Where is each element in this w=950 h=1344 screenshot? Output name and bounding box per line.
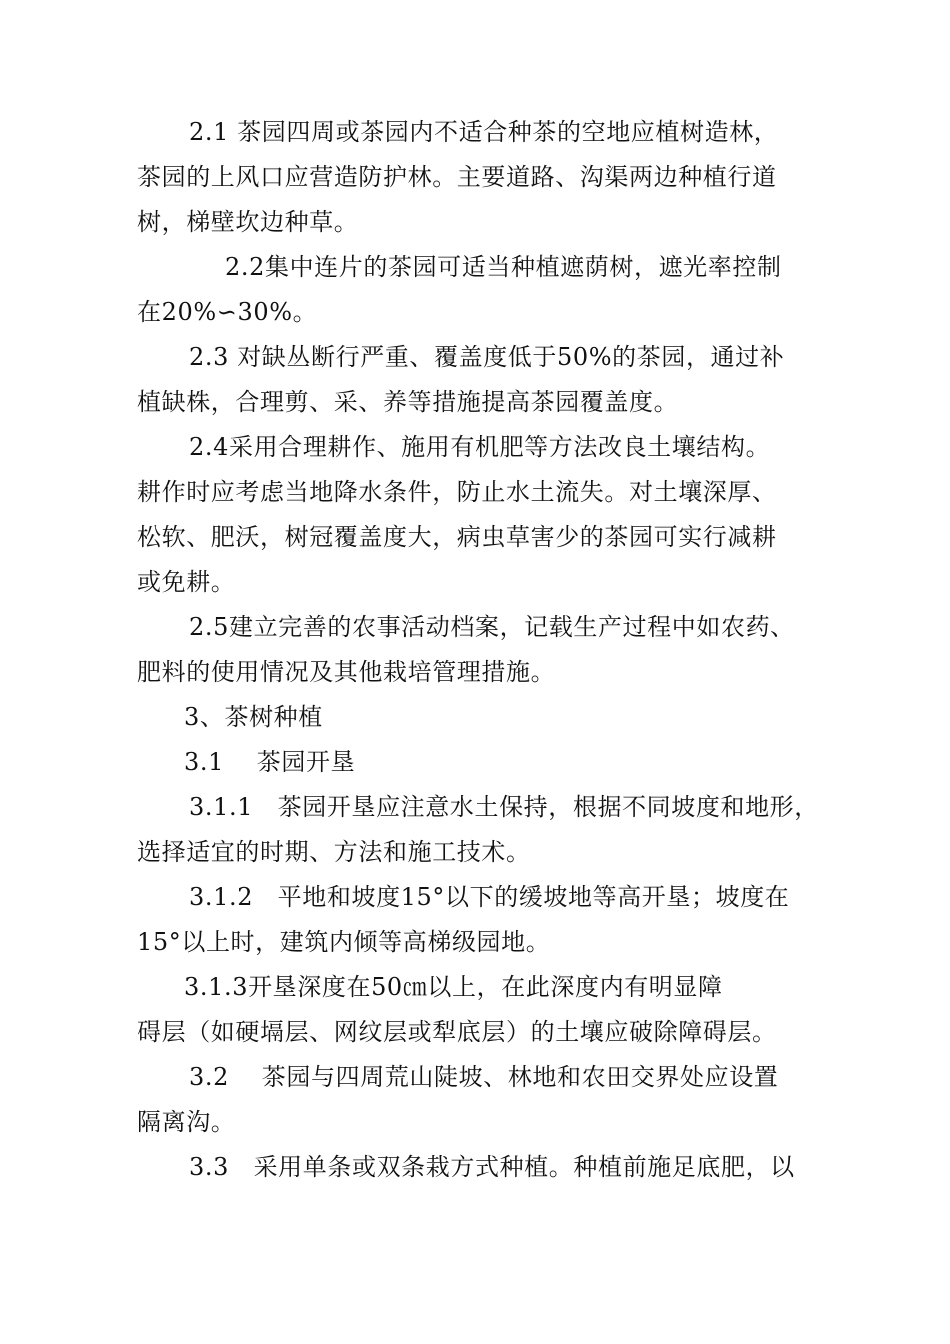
text-line: 2.2集中连片的茶园可适当种植遮荫树，遮光率控制 [225, 253, 782, 281]
text-line: 在20%∽30%。 [137, 298, 318, 326]
text-line: 选择适宜的时期、方法和施工技术。 [137, 838, 531, 866]
text-line: 肥料的使用情况及其他栽培管理措施。 [137, 658, 556, 686]
text-line: 茶园的上风口应营造防护林。主要道路、沟渠两边种植行道 [137, 163, 777, 191]
text-line: 或免耕。 [137, 568, 236, 596]
text-line: 3.2 茶园与四周荒山陡坡、林地和农田交界处应设置 [189, 1063, 779, 1091]
text-line: 2.1 茶园四周或茶园内不适合种茶的空地应植树造林， [189, 118, 779, 146]
subsection-heading: 3.1 茶园开垦 [184, 748, 356, 776]
text-line: 2.3 对缺丛断行严重、覆盖度低于50%的茶园，通过补 [189, 343, 785, 371]
text-line: 松软、肥沃，树冠覆盖度大，病虫草害少的茶园可实行减耕 [137, 523, 777, 551]
text-line: 耕作时应考虑当地降水条件，防止水土流失。对土壤深厚、 [137, 478, 777, 506]
text-line: 3.1.1 茶园开垦应注意水土保持，根据不同坡度和地形， [189, 793, 819, 821]
text-line: 树，梯壁坎边种草。 [137, 208, 359, 236]
text-line: 3.3 采用单条或双条栽方式种植。种植前施足底肥，以 [189, 1153, 795, 1181]
text-line: 隔离沟。 [137, 1108, 236, 1136]
text-line: 碍层（如硬塥层、网纹层或犁底层）的土壤应破除障碍层。 [137, 1018, 777, 1046]
section-heading: 3、茶树种植 [184, 703, 323, 731]
text-line: 2.5建立完善的农事活动档案，记载生产过程中如农药、 [189, 613, 795, 641]
text-line: 2.4采用合理耕作、施用有机肥等方法改良土壤结构。 [189, 433, 771, 461]
text-line: 3.1.3开垦深度在50㎝以上，在此深度内有明显障 [184, 973, 723, 1001]
text-line: 15°以上时，建筑内倾等高梯级园地。 [137, 928, 551, 956]
text-line: 3.1.2 平地和坡度15°以下的缓坡地等高开垦；坡度在 [189, 883, 790, 911]
text-line: 植缺株，合理剪、采、养等措施提高茶园覆盖度。 [137, 388, 679, 416]
